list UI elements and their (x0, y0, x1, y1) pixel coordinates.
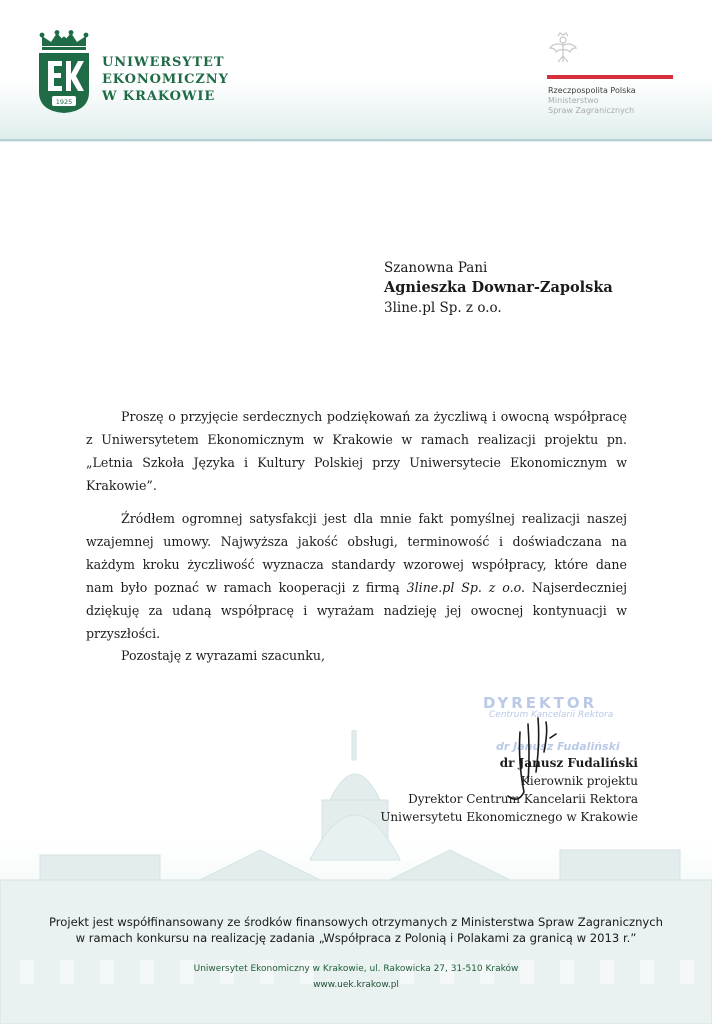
ministry-line-1: Ministerstwo (548, 96, 599, 105)
recipient-name: Agnieszka Downar-Zapolska (384, 279, 613, 296)
recipient-block (384, 258, 613, 318)
signer-role: Kierownik projektu (520, 774, 638, 788)
footer-website-link[interactable]: www.uek.krakow.pl (313, 980, 399, 990)
letterhead-divider (0, 139, 712, 141)
funding-note (0, 914, 712, 946)
ministry-red-bar (547, 75, 673, 79)
footer-address: Uniwersytet Ekonomiczny w Krakowie, ul. Rakowicka 27, 31-510 Kraków (193, 964, 519, 974)
letter-closing: Pozostaję z wyrazami szacunku, (121, 648, 325, 663)
funding-note-line-1: Projekt jest współfinansowany ze środków finansowych otrzymanych z Ministerstwa Spraw Zagranicznych (48, 915, 664, 929)
ministry-country: Rzeczpospolita Polska (548, 86, 636, 95)
signer-position: Dyrektor Centrum Kancelarii Rektora (408, 792, 638, 806)
polish-eagle-icon (548, 30, 578, 64)
stamp-name: dr Janusz Fudaliński (496, 740, 620, 753)
body-paragraph-1: Proszę o przyjęcie serdecznych podziękowań za życzliwą i owocną współpracę z Uniwersytetem Ekonomicznym w Krakowie w ramach realizacji projektu pn. „Letnia Szkoła Języka i Kultury Polskiej przy Uniwersytecie Ekonomicznym w Krakowie”. (86, 409, 627, 493)
signer-institution: Uniwersytetu Ekonomicznego w Krakowie (380, 810, 638, 824)
university-name (102, 54, 229, 105)
stamp-subtitle: Centrum Kancelarii Rektora (489, 710, 614, 720)
university-name-line: EKONOMICZNY (102, 72, 229, 87)
university-logo-icon (36, 30, 92, 114)
body-company-name: 3line.pl Sp. z o.o. (406, 580, 526, 595)
stamp-title: DYREKTOR (483, 694, 598, 712)
signer-block (380, 754, 638, 826)
letter-body (86, 405, 627, 655)
body-paragraph-2 (86, 507, 627, 645)
recipient-company: 3line.pl Sp. z o.o. (384, 300, 502, 316)
funding-note-line-2: w ramach konkursu na realizację zadania „Współpraca z Polonią i Polakami za granicą w 2013 r.” (75, 931, 637, 945)
logo-year: 1925 (55, 98, 73, 106)
body-paragraph-2-end: Najserdeczniej dziękuję za udaną współpracę i wyrażam nadzieję jej owocnej kontynuacji w przyszłości. (86, 580, 627, 641)
signer-name: dr Janusz Fudaliński (499, 756, 638, 770)
footer-contact (0, 961, 712, 993)
university-name-line: UNIWERSYTET (102, 55, 225, 70)
recipient-salutation: Szanowna Pani (384, 260, 488, 276)
body-paragraph-2-start: Źródłem ogromnej satysfakcji jest dla mnie fakt pomyślnej realizacji naszej wzajemnej umowy. Najwyższa jakość obsługi, terminowość i doświadczana na każdym kroku życzliwość wyznacza standardy wzorowej współpracy, które dane nam było poznać w ramach kooperacji z firmą (86, 511, 627, 595)
university-name-line: W KRAKOWIE (102, 89, 216, 104)
ministry-line-2: Spraw Zagranicznych (548, 106, 635, 115)
ministry-label (548, 86, 636, 116)
